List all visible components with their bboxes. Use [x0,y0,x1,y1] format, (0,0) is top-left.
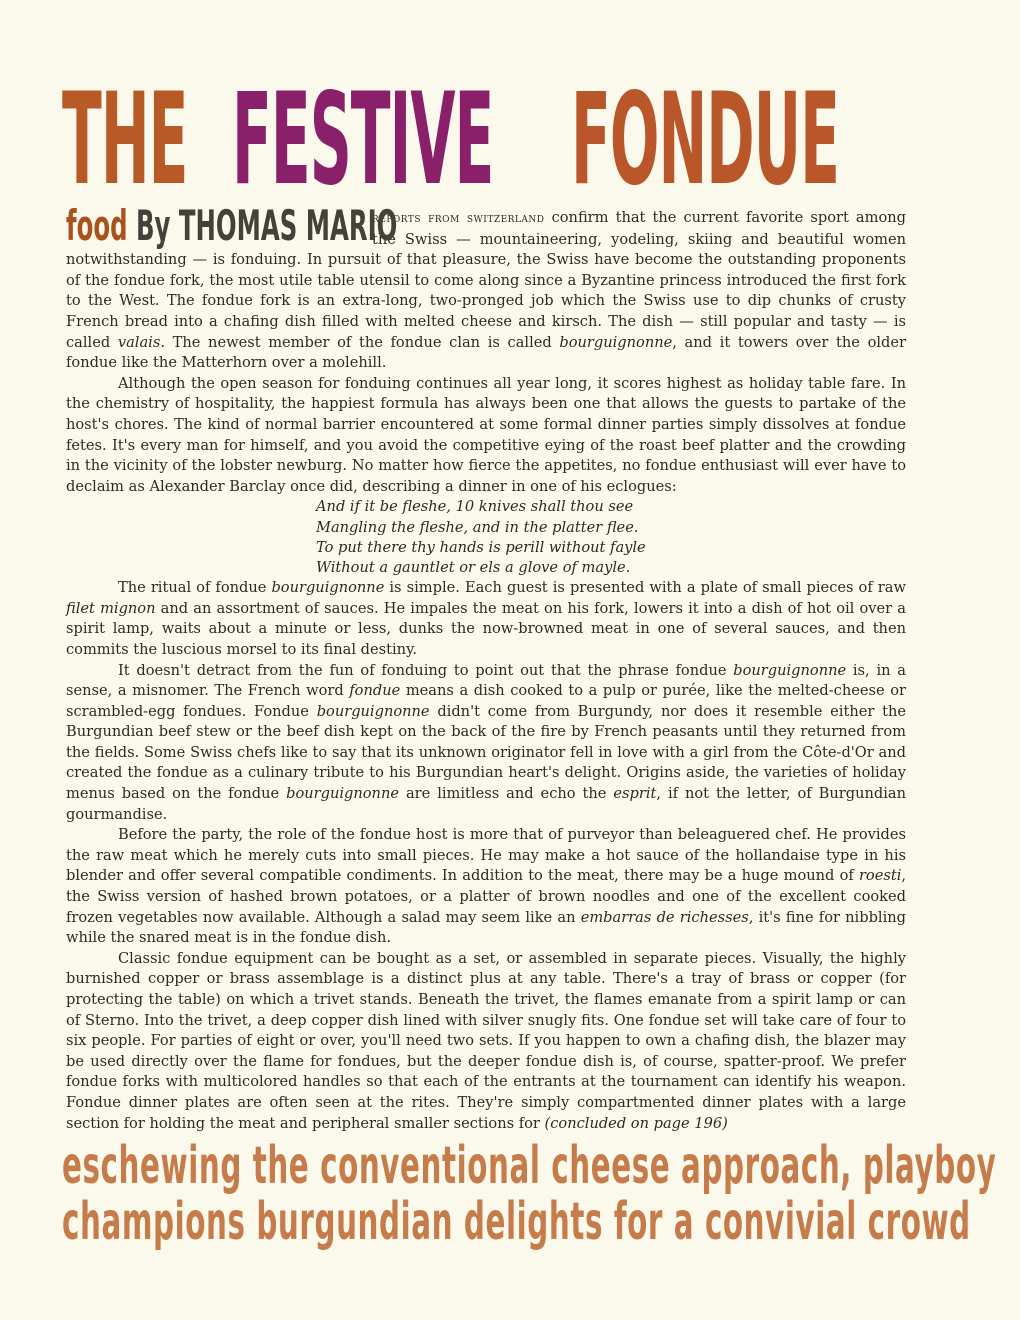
subtitle-line: champions burgundian delights for a convivial crowd [62,1192,971,1252]
article-title [62,66,906,214]
article-body [66,201,906,1134]
verse-line: Without a gauntlet or els a glove of mayle. [316,558,631,576]
paragraph-2: Although the open season for fonduing continues all year long, it scores highest as holiday table fare. In the chemistry of hospitality, the happiest formula has always been one that allows the guests to partake of the host's chores. The kind of normal barrier encountered at some formal dinner parties simply dissolves at fondue fetes. It's every man for himself, and you avoid the competitive eying of the roast beef platter and the crowding in the vicinity of the lobster newburg. No matter how fierce the appetites, no fondue enthusiast will ever have to declaim as Alexander Barclay once did, describing a dinner in one of his eclogues: [66,374,906,495]
byline [66,201,398,250]
verse-line: And if it be fleshe, 10 knives shall thou see [316,498,634,516]
paragraph-6: Classic fondue equipment can be bought as a set, or assembled in separate pieces. Visually, the highly burnished copper or brass assemblage is a distinct plus at any table. There's a tray of brass or copper (for protecting the table) on which a trivet stands. Beneath the trivet, the flames emanate from a spirit lamp or can of Sterno. Into the trivet, a deep copper dish lined with silver snugly fits. One fondue set will take care of four to six people. For parties of eight or over, you'll need two sets. If you happen to own a chafing dish, the blazer may be used directly over the flame for fondues, but the deeper fondue dish is, of course, spatter-proof. We prefer fondue forks with multicolored handles so that each of the entrants at the tournament can identify his weapon. Fondue dinner plates are often seen at the rites. They're simply compartmented dinner plates with a large section for holding the meat and peripheral smaller sections for (concluded on page 196) [66,949,906,1132]
byline-author: By THOMAS MARIO [135,201,398,250]
title-word-the: THE [62,66,188,214]
paragraph-3: The ritual of fondue bourguignonne is simple. Each guest is presented with a plate of small pieces of raw filet mignon and an assortment of sauces. He impales the meat on his fork, lowers it into a dish of hot oil over a spirit lamp, waits about a minute or less, dunks the now-browned meat in one of several sauces, and then commits the luscious morsel to its final destiny. [66,579,906,658]
continuation-note: (concluded on page 196) [544,1114,728,1132]
byline-section: food [66,201,128,250]
article-subtitle [62,1136,997,1252]
paragraph-1: reports from switzerland confirm that the current favorite sport among the Swiss — mountaineering, yodeling, skiing and beautiful women notwithstanding — is fonduing. In pursuit of that pleasure, the Swiss have become the outstanding proponents of the fondue fork, the most utile table utensil to come along since a Byzantine princess introduced the first fork to the West. The fondue fork is an extra-long, two-pronged job which the Swiss use to dip chunks of crusty French bread into a chafing dish filled with melted cheese and kirsch. The dish — still popular and tasty — is called valais. The newest member of the fondue clan is called bourguignonne, and it towers over the older fondue like the Matterhorn over a molehill. [66,209,906,372]
verse-quote [316,497,906,578]
paragraph-4: It doesn't detract from the fun of fonduing to point out that the phrase fondue bourguignonne is, in a sense, a misnomer. The French word fondue means a dish cooked to a pulp or purée, like the melted-cheese or scrambled-egg fondues. Fondue bourguignonne didn't come from Burgundy, nor does it resemble either the Burgundian beef stew or the beef dish kept on the back of the fire by French peasants until they returned from the fields. Some Swiss chefs like to say that its unknown originator fell in love with a girl from the Côte-d'Or and created the fondue as a culinary tribute to his Burgundian heart's delight. Origins aside, the varieties of holiday menus based on the fondue bourguignonne are limitless and echo the esprit, if not the letter, of Burgundian gourmandise. [66,661,906,823]
subtitle-line: eschewing the conventional cheese approach, playboy [62,1136,997,1196]
verse-line: Mangling the fleshe, and in the platter flee. [316,518,639,536]
verse-line: To put there thy hands is perill without fayle [316,538,646,556]
title-word-fondue: FONDUE [571,66,840,214]
paragraph-5: Before the party, the role of the fondue host is more that of purveyor than beleaguered chef. He provides the raw meat which he merely cuts into small pieces. He may make a hot sauce of the hollandaise type in his blender and offer several compatible condiments. In addition to the meat, there may be a huge mound of roesti, the Swiss version of hashed brown potatoes, or a platter of brown noodles and one of the excellent cooked frozen vegetables now available. Although a salad may seem like an embarras de richesses, it's fine for nibbling while the snared meat is in the fondue dish. [66,826,906,947]
lead-in: reports from switzerland [372,211,545,226]
title-word-festive: FESTIVE [231,66,493,214]
